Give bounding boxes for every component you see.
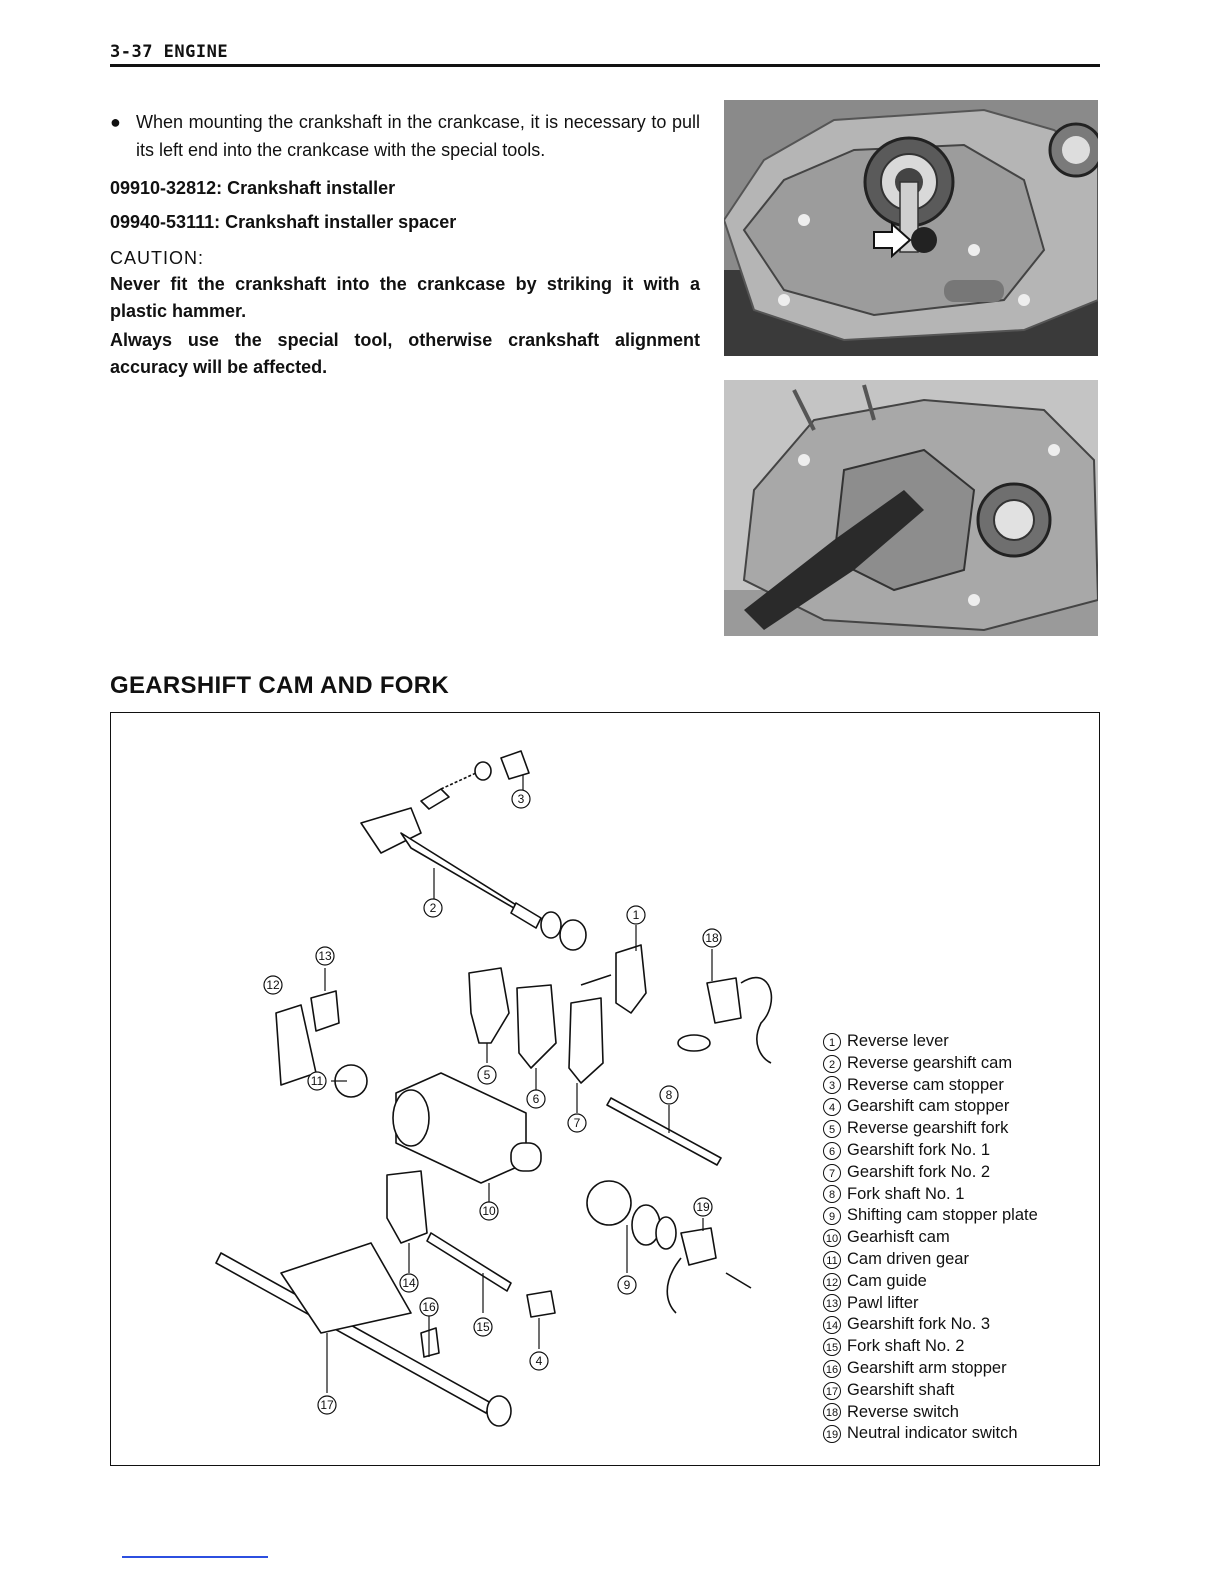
cam-guide [276, 1005, 316, 1085]
gearshift-cam-stopper [527, 1291, 555, 1317]
callout-1 [627, 906, 645, 924]
svg-text:4: 4 [535, 1354, 543, 1368]
callout-2 [424, 899, 442, 917]
stopper-spring [441, 773, 476, 789]
legend-number: 11 [823, 1251, 841, 1269]
svg-text:19: 19 [696, 1200, 710, 1214]
washer [475, 762, 491, 780]
legend-number: 7 [823, 1164, 841, 1182]
page-header-title: 3-37 ENGINE [110, 42, 229, 62]
bullet-text: When mounting the crankshaft in the crankcase, it is necessary to pull its left end into the crankcase with the special tools. [136, 112, 700, 160]
fork-shaft-1 [607, 1098, 721, 1165]
legend-item [823, 1075, 1038, 1097]
caution-line-2: Always use the special tool, otherwise crankshaft alignment accuracy will be affected. [110, 330, 700, 377]
legend-label: Shifting cam stopper plate [847, 1206, 1038, 1225]
stopper-plunger [421, 789, 449, 809]
callout-16 [420, 1298, 438, 1316]
legend-label: Neutral indicator switch [847, 1424, 1018, 1443]
legend-number: 15 [823, 1338, 841, 1356]
svg-text:14: 14 [402, 1276, 416, 1290]
bullet-paragraph [110, 108, 700, 164]
gearshift-fork-2 [569, 998, 603, 1083]
callout-6 [527, 1090, 545, 1108]
legend-label: Gearshift fork No. 2 [847, 1162, 991, 1181]
legend-label: Gearshift shaft [847, 1380, 955, 1399]
legend-label: Reverse gearshift fork [847, 1119, 1009, 1138]
footer-link-underline[interactable] [122, 1556, 268, 1558]
legend-label: Cam guide [847, 1271, 927, 1290]
legend-item [823, 1162, 1038, 1184]
legend-label: Gearhisft cam [847, 1228, 950, 1247]
legend-label: Gearshift arm stopper [847, 1358, 1007, 1377]
legend-number: 16 [823, 1360, 841, 1378]
callout-4 [530, 1352, 548, 1370]
svg-text:16: 16 [422, 1300, 436, 1314]
legend-item [823, 1096, 1038, 1118]
legend-item [823, 1423, 1038, 1445]
intro-text-block [110, 108, 700, 381]
reverse-cam-shaft [401, 833, 531, 918]
svg-text:10: 10 [482, 1204, 496, 1218]
reverse-switch-wire [741, 978, 771, 1063]
legend-item [823, 1053, 1038, 1075]
legend-item [823, 1358, 1038, 1380]
parts-legend [823, 1031, 1038, 1445]
gearshift-fork-3 [387, 1171, 427, 1243]
cam-drum-end [393, 1090, 429, 1146]
svg-text:11: 11 [310, 1074, 324, 1088]
legend-label: Reverse gearshift cam [847, 1053, 1013, 1072]
reverse-gearshift-fork [469, 968, 509, 1043]
legend-item [823, 1184, 1038, 1206]
legend-label: Fork shaft No. 2 [847, 1337, 965, 1356]
legend-label: Reverse lever [847, 1032, 949, 1050]
neutral-switch-wire [667, 1258, 681, 1313]
reverse-lever [616, 945, 646, 1013]
callout-18 [703, 929, 721, 947]
callout-3 [512, 790, 530, 808]
legend-number: 8 [823, 1185, 841, 1203]
reverse-lever-bolt [581, 975, 611, 985]
legend-number: 10 [823, 1229, 841, 1247]
callout-15 [474, 1318, 492, 1336]
page-header [110, 40, 1100, 70]
callout-7 [568, 1114, 586, 1132]
callout-8 [660, 1086, 678, 1104]
svg-text:3: 3 [517, 792, 525, 806]
gearshift-fork-1 [517, 985, 556, 1068]
callout-19 [694, 1198, 712, 1216]
legend-number: 12 [823, 1273, 841, 1291]
callout-11 [308, 1072, 326, 1090]
legend-number: 1 [823, 1033, 841, 1051]
legend-label: Fork shaft No. 1 [847, 1184, 965, 1203]
reverse-switch-oring [678, 1035, 710, 1051]
svg-text:8: 8 [665, 1088, 673, 1102]
neutral-switch-bolt [726, 1273, 751, 1288]
stopper-ring [632, 1205, 660, 1245]
svg-text:9: 9 [623, 1278, 631, 1292]
legend-number: 3 [823, 1076, 841, 1094]
callout-12 [264, 976, 282, 994]
reverse-switch-body [707, 978, 741, 1023]
callout-9 [618, 1276, 636, 1294]
legend-item [823, 1271, 1038, 1293]
gearshift-arm [281, 1243, 411, 1333]
svg-text:6: 6 [532, 1092, 540, 1106]
legend-number: 2 [823, 1055, 841, 1073]
legend-number: 19 [823, 1425, 841, 1443]
legend-number: 17 [823, 1382, 841, 1400]
crankcase-photo-bottom-drawing [724, 380, 1098, 636]
svg-text:1: 1 [632, 908, 640, 922]
svg-text:5: 5 [483, 1068, 491, 1082]
crankcase-photo-top [724, 100, 1098, 356]
callout-13 [316, 947, 334, 965]
legend-label: Reverse switch [847, 1402, 959, 1421]
legend-item [823, 1031, 1038, 1053]
header-rule [110, 64, 1100, 67]
stopper-oring [656, 1217, 676, 1249]
legend-number: 9 [823, 1207, 841, 1225]
gearshift-shaft-seal [487, 1396, 511, 1426]
pawl-lifter [311, 991, 339, 1031]
legend-item [823, 1140, 1038, 1162]
legend-item [823, 1314, 1038, 1336]
neutral-indicator-switch [681, 1228, 716, 1265]
legend-number: 4 [823, 1098, 841, 1116]
svg-text:2: 2 [429, 901, 437, 915]
cam-stopper-bolt [501, 751, 529, 779]
special-tool-installer-spacer: 09940-53111: Crankshaft installer spacer [110, 212, 457, 232]
caution-title: CAUTION: [110, 248, 205, 268]
svg-text:15: 15 [476, 1320, 490, 1334]
legend-label: Gearshift cam stopper [847, 1097, 1010, 1116]
legend-label: Gearshift fork No. 1 [847, 1140, 991, 1159]
legend-item [823, 1402, 1038, 1424]
legend-item [823, 1227, 1038, 1249]
callout-5 [478, 1066, 496, 1084]
reverse-cam-spline [511, 903, 541, 928]
legend-number: 18 [823, 1403, 841, 1421]
legend-item [823, 1380, 1038, 1402]
cam-drum-shaft [511, 1143, 541, 1171]
reverse-cam-bearing [560, 920, 586, 950]
exploded-diagram-frame [110, 712, 1100, 1466]
svg-text:12: 12 [266, 978, 280, 992]
legend-number: 14 [823, 1316, 841, 1334]
crankcase-photo-bottom [724, 380, 1098, 636]
crankcase-photo-top-drawing [724, 100, 1098, 356]
legend-label: Cam driven gear [847, 1249, 969, 1268]
legend-item [823, 1118, 1038, 1140]
svg-text:13: 13 [318, 949, 332, 963]
legend-item [823, 1205, 1038, 1227]
legend-number: 13 [823, 1294, 841, 1312]
callout-10 [480, 1202, 498, 1220]
legend-number: 5 [823, 1120, 841, 1138]
bullet-icon: ● [110, 112, 121, 132]
callout-14 [400, 1274, 418, 1292]
stopper-plate [587, 1181, 631, 1225]
reverse-cam-ring [541, 912, 561, 938]
section-title: GEARSHIFT CAM AND FORK [110, 672, 450, 699]
svg-text:18: 18 [705, 931, 719, 945]
legend-item [823, 1336, 1038, 1358]
callout-17 [318, 1396, 336, 1414]
fork-shaft-2 [427, 1233, 511, 1291]
legend-label: Gearshift fork No. 3 [847, 1315, 991, 1334]
special-tool-crankshaft-installer: 09910-32812: Crankshaft installer [110, 178, 396, 198]
legend-item [823, 1293, 1038, 1315]
caution-line-1: Never fit the crankshaft into the crankcase by striking it with a plastic hammer. [110, 274, 700, 321]
svg-text:7: 7 [573, 1116, 581, 1130]
svg-text:17: 17 [320, 1398, 334, 1412]
gearshift-arm-stopper [421, 1328, 439, 1357]
legend-label: Pawl lifter [847, 1293, 919, 1312]
legend-label: Reverse cam stopper [847, 1075, 1004, 1094]
legend-item [823, 1249, 1038, 1271]
legend-number: 6 [823, 1142, 841, 1160]
